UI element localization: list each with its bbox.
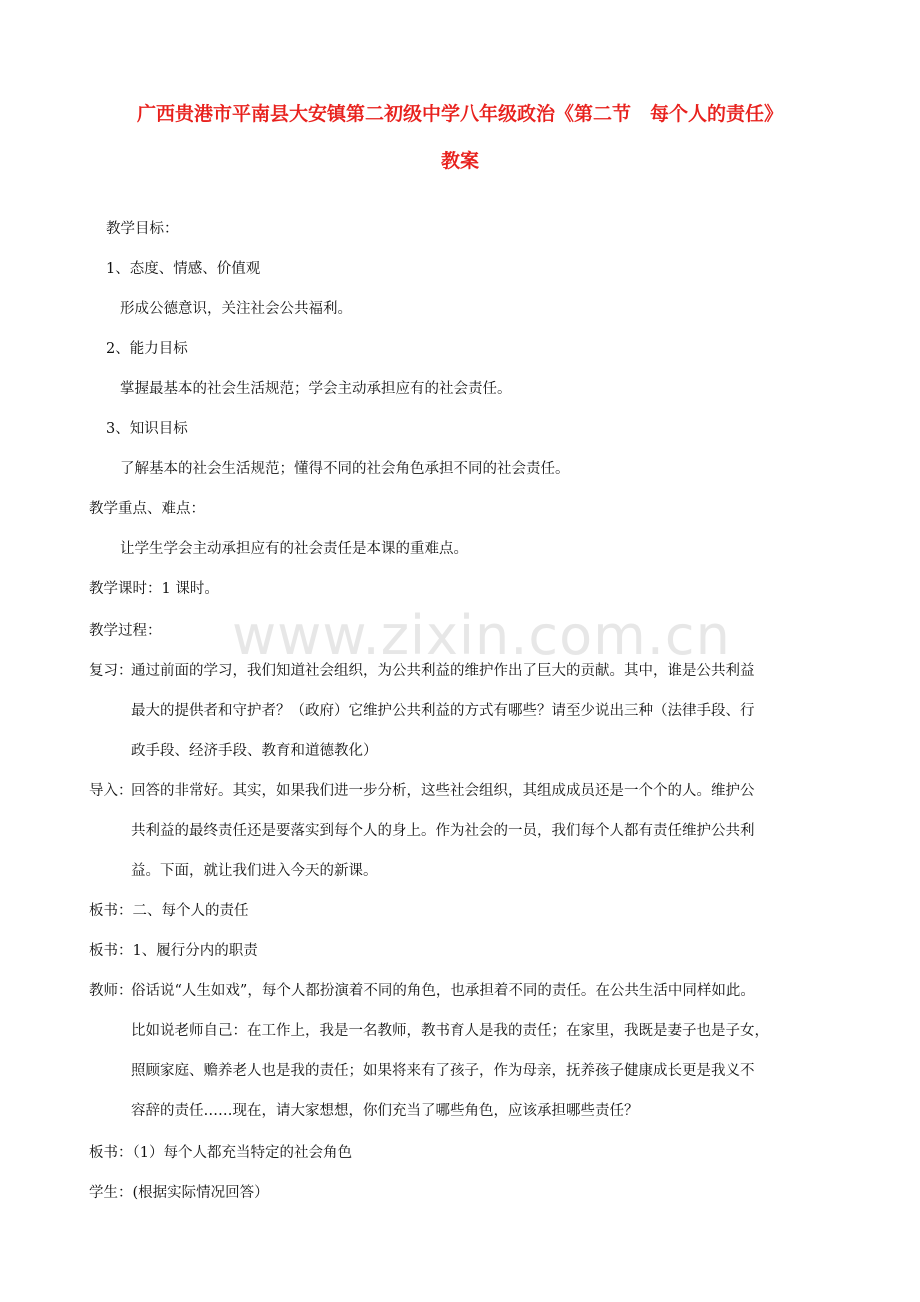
teaching-goals-heading: 教学目标： xyxy=(106,221,179,237)
goal-3-heading: 3、知识目标 xyxy=(106,421,188,437)
intro-line-2: 共利益的最终责任还是要落实到每个人的身上。作为社会的一员，我们每个人都有责任维护公共利 xyxy=(131,823,755,839)
teacher-line-3: 照顾家庭、赡养老人也是我的责任；如果将来有了孩子，作为母亲，抚养孩子健康成长更是我义不 xyxy=(131,1063,755,1079)
goal-3-text: 了解基本的社会生活规范；懂得不同的社会角色承担不同的社会责任。 xyxy=(120,461,570,477)
key-points-heading: 教学重点、难点： xyxy=(89,501,205,517)
teacher-line-2: 比如说老师自己：在工作上，我是一名教师，教书育人是我的责任；在家里，我既是妻子也是子女， xyxy=(131,1023,769,1039)
goal-2-heading: 2、能力目标 xyxy=(106,341,188,357)
intro-line-3: 益。下面，就让我们进入今天的新课。 xyxy=(131,863,378,879)
intro-label: 导入： xyxy=(89,783,133,799)
intro-line-1: 回答的非常好。其实，如果我们进一步分析，这些社会组织，其组成成员还是一个个的人。维护公 xyxy=(131,783,755,799)
review-line-2: 最大的提供者和守护者？（政府）它维护公共利益的方式有哪些？请至少说出三种（法律手段、行 xyxy=(131,703,755,719)
teacher-line-4: 容辞的责任……现在，请大家想想，你们充当了哪些角色，应该承担哪些责任？ xyxy=(131,1103,639,1119)
student-answer: 学生：(根据实际情况回答） xyxy=(89,1185,269,1201)
review-line-1: 通过前面的学习，我们知道社会组织，为公共利益的维护作出了巨大的贡献。其中，谁是公共利益 xyxy=(131,663,755,679)
board-heading-2: 板书：1、履行分内的职责 xyxy=(89,943,258,959)
watermark: www.zixin.com.cn xyxy=(232,604,731,667)
teacher-label: 教师： xyxy=(89,983,133,999)
document-title-line-2: 教案 xyxy=(440,150,479,172)
teaching-hours: 教学课时：1 课时。 xyxy=(89,581,219,597)
review-label: 复习： xyxy=(89,663,133,679)
goal-2-text: 掌握最基本的社会生活规范；学会主动承担应有的社会责任。 xyxy=(120,381,512,397)
document-title-line-1: 广西贵港市平南县大安镇第二初级中学八年级政治《第二节 每个人的责任》 xyxy=(136,103,783,125)
teacher-line-1: 俗话说“人生如戏”，每个人都扮演着不同的角色，也承担着不同的责任。在公共生活中同样如此。 xyxy=(131,983,755,999)
board-heading-3: 板书：（1）每个人都充当特定的社会角色 xyxy=(89,1145,352,1161)
board-heading-1: 板书：二、每个人的责任 xyxy=(89,903,249,919)
review-line-3: 政手段、经济手段、教育和道德教化） xyxy=(131,743,378,759)
goal-1-text: 形成公德意识，关注社会公共福利。 xyxy=(120,301,352,317)
teaching-process-heading: 教学过程： xyxy=(89,623,162,639)
key-points-text: 让学生学会主动承担应有的社会责任是本课的重难点。 xyxy=(120,541,468,557)
goal-1-heading: 1、态度、情感、价值观 xyxy=(106,261,261,277)
